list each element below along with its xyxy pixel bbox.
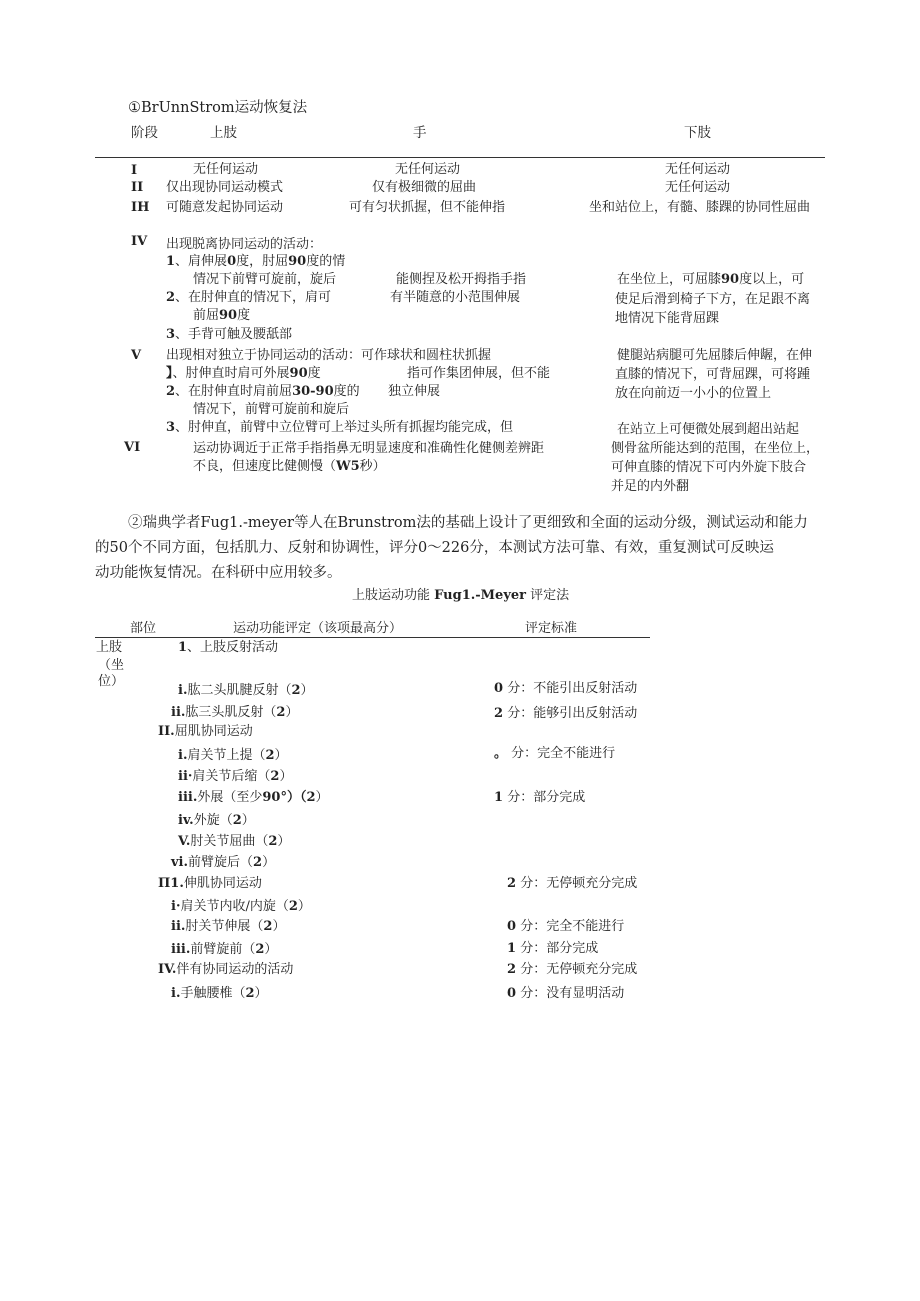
- fugl-header-criteria: 评定标准: [525, 621, 578, 636]
- fugl-item: [158, 723, 253, 741]
- fugl-header-part: 部位: [130, 621, 157, 636]
- header-hand: 手: [413, 125, 427, 141]
- value: 30-90: [292, 384, 334, 399]
- num: II.: [158, 724, 175, 739]
- text: 分：能够引出反射活动: [507, 706, 638, 721]
- fugl-item: [171, 898, 311, 916]
- score: 2: [255, 942, 265, 957]
- fugl-item: [171, 854, 275, 872]
- stage-1: I: [131, 163, 138, 178]
- num: i·: [171, 899, 181, 914]
- text: 前屈: [193, 308, 220, 323]
- score: 2: [288, 899, 298, 914]
- stage-6-upper-2: [193, 458, 386, 476]
- text: ）: [274, 748, 288, 763]
- header-lower-limb: 下肢: [684, 125, 711, 141]
- num: V.: [178, 834, 191, 849]
- num: 0: [507, 986, 517, 1001]
- score: 2: [253, 855, 263, 870]
- num: 2: [494, 706, 504, 721]
- text: 外展（至少: [197, 790, 263, 805]
- num: vi.: [171, 855, 189, 870]
- text: 、上肢反射活动: [187, 640, 279, 655]
- text: 分：部分完成: [520, 941, 599, 956]
- num: 2: [507, 876, 517, 891]
- text: 、在肘伸直时肩前屈: [175, 384, 293, 399]
- text: 度，肘屈: [236, 254, 289, 269]
- text: 肱二头肌腱反射（: [187, 683, 292, 698]
- num: 0: [507, 919, 517, 934]
- text: 肩关节上提（: [187, 748, 266, 763]
- text: 外旋（: [193, 813, 233, 828]
- stage-4-lower-3: 地情况下能背屈踝: [615, 311, 720, 326]
- fugl-part-label: 上肢: [96, 640, 123, 655]
- stage-4-upper-intro: 出现脱离协同运动的活动：: [166, 237, 323, 252]
- stage-6-lower-1: 在站立上可便微处展到超出站起: [617, 422, 800, 437]
- stage-6-lower-4: 并足的内外翻: [611, 479, 690, 494]
- stage-3-lower: 坐和站位上，有髓、膝踝的协同性屈曲: [589, 200, 811, 215]
- fugl-criteria: [507, 875, 637, 893]
- stage-5-hand-2: 独立伸展: [388, 384, 441, 399]
- stage-5: V: [131, 348, 142, 363]
- text: 屈肌协同运动: [174, 724, 253, 739]
- value: W5: [336, 459, 360, 474]
- stage-3-hand: 可有匀状抓握，但不能伸指: [349, 200, 506, 215]
- text: 度的: [333, 384, 360, 399]
- text: 、肩伸展: [175, 254, 228, 269]
- text: ）: [262, 855, 276, 870]
- num: 3: [166, 327, 176, 342]
- value: 90: [288, 254, 307, 269]
- fugl-item: [171, 704, 298, 722]
- text: 分：没有显明活动: [520, 986, 625, 1001]
- text: 、手背可触及腰舐部: [175, 327, 293, 342]
- text: 不良，但速度比健侧慢（: [193, 459, 337, 474]
- header-stage: 阶段: [131, 125, 158, 141]
- stage-4-lower-2: 使足后滑到椅子下方，在足跟不离: [615, 292, 811, 307]
- text: ）: [254, 986, 268, 1001]
- text: 在坐位上，可屈膝: [617, 272, 722, 287]
- stage-5-upper-3: [166, 419, 513, 437]
- stage-5-upper-intro: 出现相对独立于协同运动的活动：可作球状和圆柱状抓握: [166, 348, 492, 363]
- fugl-criteria: [507, 918, 624, 936]
- stage-1-upper: 无任何运动: [193, 162, 259, 177]
- fugl-part-label-3: 位）: [98, 674, 125, 689]
- fugl-header-item: 运动功能评定（该项最高分）: [233, 621, 403, 636]
- text: 分：不能引出反射活动: [507, 681, 638, 696]
- text: ）: [300, 683, 314, 698]
- text: 度以上，可: [739, 272, 805, 287]
- stage-3: IH: [131, 200, 150, 215]
- num: i.: [178, 683, 188, 698]
- value: 90: [721, 272, 740, 287]
- fugl-paragraph-line-1: ②瑞典学者Fug1.-meyer等人在Brunstrom法的基础上设计了更细致和全面的运动分级，测试运动和能力: [128, 515, 808, 531]
- fugl-item: [178, 789, 329, 807]
- fugl-item: [171, 985, 268, 1003]
- score: 2: [245, 986, 255, 1001]
- table-header-rule: [95, 157, 825, 158]
- num: 】: [166, 366, 173, 381]
- stage-1-lower: 无任何运动: [665, 162, 731, 177]
- fugl-item: [178, 639, 278, 657]
- stage-6-upper-1: 运动协调近于正常手指指鼻无明显速度和准确性化健侧差辨距: [193, 441, 545, 456]
- num: 1: [178, 640, 188, 655]
- fugl-criteria: [494, 705, 637, 723]
- text: 度: [307, 366, 321, 381]
- text: 前臂旋前（: [190, 942, 256, 957]
- fugl-item: [178, 833, 290, 851]
- text: 伴有协同运动的活动: [176, 962, 294, 977]
- text: 分：无停顿充分完成: [520, 962, 638, 977]
- value: 90: [289, 366, 308, 381]
- stage-2-hand: 仅有极细微的屈曲: [372, 180, 477, 195]
- fugl-item: [178, 682, 314, 700]
- fugl-criteria: [507, 985, 624, 1003]
- text: ）: [297, 899, 311, 914]
- stage-5-lower-2: 直膝的情况下，可背屈踝，可将踵: [615, 367, 811, 382]
- num: 1: [494, 790, 504, 805]
- brunnstrom-title: ①BrUnnStrom运动恢复法: [128, 100, 308, 116]
- fugl-paragraph-line-3: 动功能恢复情况。在科研中应用较多。: [95, 565, 342, 581]
- stage-2-upper: 仅出现协同运动模式: [166, 180, 284, 195]
- text: 伸肌协同运动: [183, 876, 262, 891]
- num: 1: [166, 254, 176, 269]
- fugl-item: [178, 812, 255, 830]
- text: ）: [241, 813, 255, 828]
- stage-4-hand-2: 有半随意的小范围伸展: [390, 290, 521, 305]
- num: i.: [178, 748, 188, 763]
- stage-5-lower-3: 放在向前迈一小小的位置上: [615, 386, 772, 401]
- text: 度: [237, 308, 251, 323]
- stage-1-hand: 无任何运动: [395, 162, 461, 177]
- fugl-item: [178, 768, 292, 786]
- text: 分：部分完成: [507, 790, 586, 805]
- fugl-item: [171, 941, 277, 959]
- num: 1: [507, 941, 517, 956]
- text: 肘关节屈曲（: [190, 834, 269, 849]
- score: 2: [270, 769, 280, 784]
- text: ）: [315, 790, 329, 805]
- num: ii.: [171, 919, 186, 934]
- stage-6-lower-2: 侧骨盆所能达到的范围，在坐位上，: [611, 441, 820, 456]
- stage-6-lower-3: 可伸直膝的情况下可内外旋下肢合: [611, 460, 807, 475]
- num: ii·: [178, 769, 193, 784]
- text: 肩关节内收/内旋（: [180, 899, 289, 914]
- stage-4-upper-2: [166, 289, 331, 307]
- stage-2-lower: 无任何运动: [665, 180, 731, 195]
- num: 2: [166, 290, 176, 305]
- text: 肘关节伸展（: [185, 919, 264, 934]
- text: 、在肘伸直的情况下，肩可: [175, 290, 332, 305]
- fugl-item: [171, 918, 285, 936]
- text: 手触腰椎（: [180, 986, 246, 1001]
- stage-5-upper-2: [166, 383, 360, 401]
- text: 分：完全不能进行: [511, 746, 616, 761]
- text: 秒）: [359, 459, 386, 474]
- text: 肩关节后缩（: [192, 769, 271, 784]
- fugl-part-label-2: （坐: [98, 658, 125, 673]
- text: ）: [285, 705, 299, 720]
- text: 分：无停顿充分完成: [520, 876, 638, 891]
- stage-5-upper-1: [166, 365, 321, 383]
- stage-4: IV: [131, 234, 148, 249]
- fugl-item: [158, 875, 262, 893]
- num: i.: [171, 986, 181, 1001]
- text: ）: [264, 942, 278, 957]
- stage-4-upper-2b: [193, 307, 250, 325]
- stage-4-hand-1: 能侧捏及松开拇指手指: [396, 272, 527, 287]
- fugl-table-caption: [352, 587, 569, 605]
- fugl-item: [178, 747, 288, 765]
- fugl-criteria: [507, 940, 598, 958]
- score: 2: [268, 834, 278, 849]
- num: ii.: [171, 705, 186, 720]
- num: iv.: [178, 813, 194, 828]
- num: IV.: [158, 962, 177, 977]
- fugl-criteria: [494, 745, 615, 763]
- text: ）: [277, 834, 291, 849]
- num: 。: [494, 746, 508, 761]
- score: 2: [232, 813, 242, 828]
- score: 2: [263, 919, 273, 934]
- text: 、肘伸直，前臂中立位臂可上举过头所有抓握均能完成，但: [175, 420, 514, 435]
- num: П1.: [158, 876, 184, 891]
- num: 0: [494, 681, 504, 696]
- stage-3-upper: 可随意发起协同运动: [166, 200, 284, 215]
- text: 、肘伸直时肩可外展: [172, 366, 290, 381]
- text: ）: [272, 919, 286, 934]
- score: 2: [265, 748, 275, 763]
- stage-4-upper-1b: 情况下前臂可旋前，旋后: [193, 272, 337, 287]
- text: 分：完全不能进行: [520, 919, 625, 934]
- value: Fug1.-Meyer: [434, 588, 527, 603]
- stage-4-lower-1: [617, 271, 804, 289]
- stage-4-upper-1: [166, 253, 345, 271]
- stage-5-upper-2b: 情况下，前臂可旋前和旋后: [193, 402, 350, 417]
- stage-4-upper-3: [166, 326, 292, 344]
- num: iii.: [171, 942, 191, 957]
- text: 评定法: [530, 588, 570, 603]
- fugl-item: [158, 961, 293, 979]
- num: iii.: [178, 790, 198, 805]
- text: ）: [279, 769, 293, 784]
- score: 2: [276, 705, 286, 720]
- fugl-header-rule: [95, 637, 650, 638]
- text: 前臂旋后（: [188, 855, 254, 870]
- stage-2: II: [131, 180, 144, 195]
- text: 肱三头肌反射（: [185, 705, 277, 720]
- num: 2: [166, 384, 176, 399]
- value: 90: [219, 308, 238, 323]
- value: 0: [227, 254, 237, 269]
- text: 上肢运动功能: [352, 588, 431, 603]
- fugl-criteria: [507, 961, 637, 979]
- num: 3: [166, 420, 176, 435]
- fugl-criteria: [494, 680, 637, 698]
- score: 2: [291, 683, 301, 698]
- fugl-criteria: [494, 789, 585, 807]
- stage-6: VI: [124, 440, 141, 455]
- text: 度的情: [306, 254, 346, 269]
- stage-5-lower-1: 健腿站病腿可先屈膝后伸龌，在伸: [617, 348, 813, 363]
- score: 90°）（2: [262, 790, 316, 805]
- stage-5-hand-1: 指可作集团伸展，但不能: [407, 366, 551, 381]
- header-upper-limb: 上肢: [210, 125, 237, 141]
- fugl-paragraph-line-2: 的50个不同方面，包括肌力、反射和协调性，评分0～226分，本测试方法可靠、有效，重复测试可反映运: [95, 540, 774, 556]
- num: 2: [507, 962, 517, 977]
